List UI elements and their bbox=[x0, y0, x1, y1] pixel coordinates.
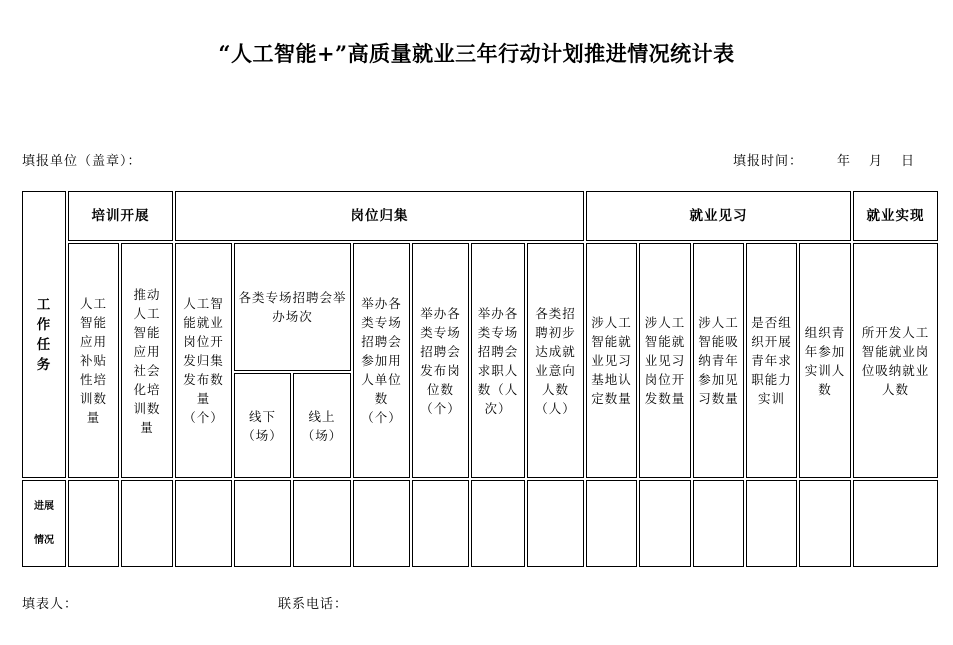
row-header-progress-text: 进展情况 bbox=[34, 500, 54, 546]
column-header-social-training bbox=[121, 243, 173, 478]
column-header-offline-sessions bbox=[234, 373, 291, 478]
year-label: 年 bbox=[837, 154, 852, 169]
progress-cell-participating-employers[interactable] bbox=[353, 480, 410, 567]
column-header-participating-employers bbox=[353, 243, 410, 478]
group-header-employment bbox=[853, 191, 938, 241]
group-header-employment-text: 就业实现 bbox=[866, 207, 925, 224]
column-header-participating-employers-text: 举办各类专场招聘会参加用人单位数（个） bbox=[361, 296, 402, 425]
column-header-youth-internships-text: 涉人工智能吸纳青年参加见习数量 bbox=[698, 315, 739, 406]
filler-label: 填表人： bbox=[22, 597, 79, 612]
column-header-youth-internships bbox=[693, 243, 744, 478]
column-header-internship-bases bbox=[586, 243, 637, 478]
column-header-job-fair-sessions bbox=[234, 243, 351, 371]
reporting-time-label: 填报时间： bbox=[733, 154, 804, 169]
reporting-time bbox=[733, 150, 915, 169]
progress-cell-ai-jobs-published[interactable] bbox=[175, 480, 232, 567]
progress-cell-online-sessions[interactable] bbox=[293, 480, 351, 567]
progress-cell-subsidized-training[interactable] bbox=[68, 480, 119, 567]
column-header-trainees-text: 组织青年参加实训人数 bbox=[804, 324, 846, 397]
column-header-job-seekers bbox=[471, 243, 525, 478]
reporting-unit-label bbox=[22, 150, 142, 169]
column-header-employment-intentions bbox=[527, 243, 584, 478]
column-header-trainees bbox=[799, 243, 851, 478]
column-header-job-fair-sessions-text: 各类专场招聘会举办场次 bbox=[238, 290, 347, 324]
group-header-training bbox=[68, 191, 173, 241]
column-header-employment-intentions-text: 各类招聘初步达成就业意向人数（人） bbox=[535, 305, 576, 416]
month-label: 月 bbox=[869, 154, 884, 169]
column-header-subsidized-training bbox=[68, 243, 119, 478]
column-header-online-sessions-text: 线上（场） bbox=[301, 408, 343, 443]
progress-cell-internship-bases[interactable] bbox=[586, 480, 637, 567]
column-header-subsidized-training-text: 人工智能应用补贴性培训数量 bbox=[79, 296, 107, 425]
progress-cell-job-seekers[interactable] bbox=[471, 480, 525, 567]
progress-cell-employment-absorbed[interactable] bbox=[853, 480, 938, 567]
progress-cell-social-training[interactable] bbox=[121, 480, 173, 567]
column-header-internship-posts-text: 涉人工智能就业见习岗位开发数量 bbox=[644, 315, 686, 406]
column-header-job-seekers-text: 举办各类专场招聘会求职人数（人次） bbox=[477, 305, 519, 416]
day-label: 日 bbox=[901, 154, 916, 169]
progress-cell-job-skills-training[interactable] bbox=[746, 480, 797, 567]
page-title: “人工智能+”高质量就业三年行动计划推进情况统计表 bbox=[218, 41, 735, 66]
progress-cell-posts-published[interactable] bbox=[412, 480, 469, 567]
column-header-employment-absorbed-text: 所开发人工智能就业岗位吸纳就业人数 bbox=[861, 324, 930, 397]
group-header-jobs bbox=[175, 191, 584, 241]
column-header-ai-jobs-published-text: 人工智能就业岗位开发归集发布数量（个） bbox=[183, 296, 224, 425]
contact-phone-label: 联系电话： bbox=[278, 597, 349, 612]
column-header-job-skills-training-text: 是否组织开展青年求职能力实训 bbox=[751, 315, 792, 406]
column-header-job-skills-training bbox=[746, 243, 797, 478]
group-header-internship-text: 就业见习 bbox=[689, 207, 748, 224]
column-header-ai-jobs-published bbox=[175, 243, 232, 478]
column-header-employment-absorbed bbox=[853, 243, 938, 478]
column-header-internship-posts bbox=[639, 243, 691, 478]
group-header-jobs-text: 岗位归集 bbox=[350, 207, 409, 224]
progress-cell-youth-internships[interactable] bbox=[693, 480, 744, 567]
progress-cell-internship-posts[interactable] bbox=[639, 480, 691, 567]
column-header-posts-published bbox=[412, 243, 469, 478]
progress-cell-employment-intentions[interactable] bbox=[527, 480, 584, 567]
row-header-text: 工作任务 bbox=[36, 296, 52, 373]
row-header-work-task bbox=[22, 191, 66, 478]
progress-cell-trainees[interactable] bbox=[799, 480, 851, 567]
group-header-internship bbox=[586, 191, 851, 241]
column-header-offline-sessions-text: 线下（场） bbox=[242, 408, 283, 443]
progress-cell-offline-sessions[interactable] bbox=[234, 480, 291, 567]
column-header-social-training-text: 推动人工智能应用社会化培训数量 bbox=[133, 286, 161, 435]
reporting-unit-text: 填报单位（盖章）： bbox=[22, 154, 142, 169]
column-header-online-sessions bbox=[293, 373, 351, 478]
column-header-posts-published-text: 举办各类专场招聘会发布岗位数（个） bbox=[420, 305, 461, 416]
column-header-internship-bases-text: 涉人工智能就业见习基地认定数量 bbox=[591, 315, 632, 406]
group-header-training-text: 培训开展 bbox=[91, 207, 150, 224]
row-header-progress bbox=[22, 480, 66, 567]
